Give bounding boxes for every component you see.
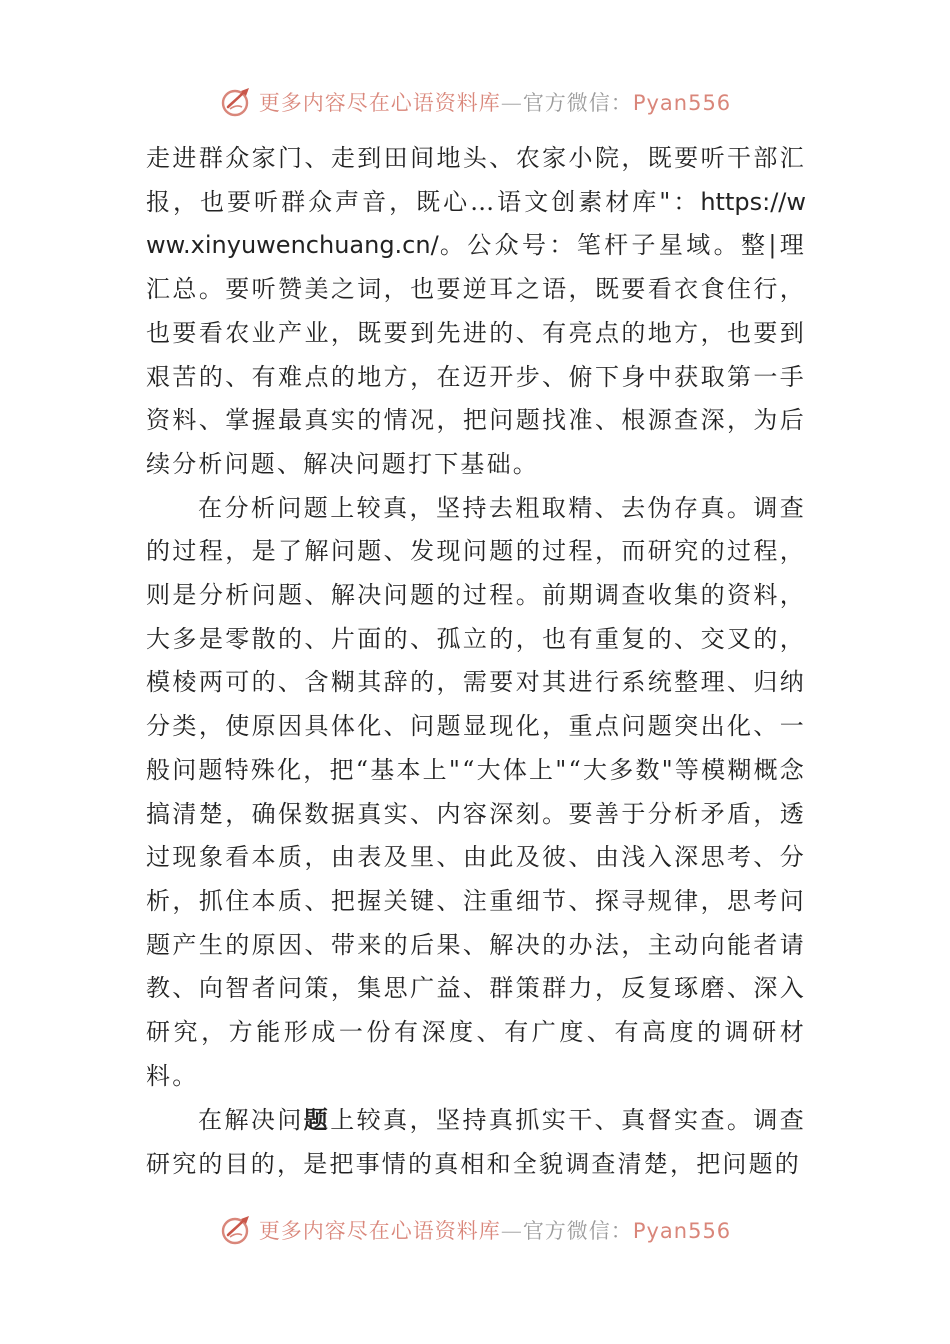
pen-circle-logo-icon — [219, 85, 253, 119]
document-body — [146, 137, 806, 1187]
paragraph-1-text-b: 。公众号：笔杆子星域。整|理汇总。要听赞美之词，也要逆耳之语，既要看衣食住行，也要看农业产业，既要到先进的、有亮点的地方，也要到艰苦的、有难点的地方，在迈开步、俯下身中获取第一手资料、掌握最真实的情况，把问题找准、根源查深，为后续分析问题、解决问题打下基础。 — [146, 231, 806, 478]
footer-wechat-id: Pyan556 — [632, 1219, 732, 1243]
source-url: https://www.xinyuwenchuang.cn/ — [146, 187, 806, 260]
paragraph-3-text-c: 上较真，坚持真抓实干、真督实查。调查研究的目的，是把事情的真相和全貌调查清楚，把问题的 — [146, 1106, 806, 1179]
footer-dash: — — [500, 1219, 523, 1243]
header-brand: 更多内容尽在心语资料库 — [258, 91, 501, 115]
footer-brand: 更多内容尽在心语资料库 — [258, 1219, 501, 1243]
header-dash: — — [500, 91, 523, 115]
footer-banner — [0, 1208, 950, 1252]
pen-circle-logo-icon — [219, 1213, 253, 1247]
header-wechat-label: 官方微信： — [522, 91, 633, 115]
header-text — [259, 87, 731, 117]
paragraph-3-text-a: 在解决问 — [198, 1106, 304, 1135]
paragraph-3 — [146, 1098, 806, 1186]
header-wechat-id: Pyan556 — [632, 91, 732, 115]
paragraph-1-text-a: 走进群众家门、走到田间地头、农家小院，既要听干部汇报，也要听群众声音，既心…语文创素材库"： — [146, 144, 806, 216]
header-banner — [0, 80, 950, 124]
paragraph-2: 在分析问题上较真，坚持去粗取精、去伪存真。调查的过程，是了解问题、发现问题的过程，而研究的过程，则是分析问题、解决问题的过程。前期调查收集的资料，大多是零散的、片面的、孤立的，也有重复的、交叉的，模棱两可的、含糊其辞的，需要对其进行系统整理、归纳分类，使原因具体化、问题显现化，重点问题突出化、一般问题特殊化，把“基本上"“大体上"“大多数"等模糊概念搞清楚，确保数据真实、内容深刻。要善于分析矛盾，透过现象看本质，由表及里、由此及彼、由浅入深思考、分析，抓住本质、把握关键、注重细节、探寻规律，思考问题产生的原因、带来的后果、解决的办法，主动向能者请教、向智者问策，集思广益、群策群力，反复琢磨、深入研究，方能形成一份有深度、有广度、有高度的调研材料。 — [146, 493, 806, 1090]
footer-text — [259, 1215, 731, 1245]
footer-wechat-label: 官方微信： — [522, 1219, 633, 1243]
paragraph-1 — [146, 137, 806, 487]
paragraph-3-bold-char: 题 — [303, 1105, 331, 1135]
